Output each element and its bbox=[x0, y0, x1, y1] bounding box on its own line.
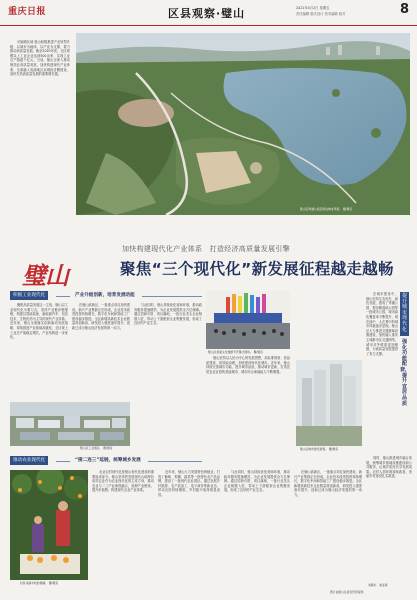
agriculture-text-2: 近年来，璧山大力发展特色种植业，打造了葡萄、柑橘、蔬菜等一批特色农产品品牌，建设了一批现代农业园区。通过发展乡村旅游、农产品加工、电子商务等新业态，带动农民持续增收，乡村振兴取得明显成效。 bbox=[158, 470, 220, 497]
agriculture-text-1: 农业农村现代化是璧山现代化建设的重要组成部分。璧山坚持把发展现代山地特色高效农业作为农业现代化的主攻方向，推动农业与二三产业深度融合，延伸产业链条，提升价值链，构建现代农业产业体系。 bbox=[92, 470, 154, 493]
industry-column-3 bbox=[134, 303, 202, 399]
industrial-photo-caption: 璧山区工业园区。 摄/璧宣 bbox=[80, 446, 113, 450]
agriculture-column-3 bbox=[224, 470, 290, 586]
festival-photo-caption: 璧山区首届文化旅游节开幕式现场。 摄/璧宣 bbox=[208, 350, 263, 354]
city-text-1: 在城市建设中，璧山坚持生态优先、绿色发展，建成了秀湖公园、观音塘湿地公园等一批城市公园，城市绿化覆盖率不断提升，城在绿中、人在景中的城市风貌逐步显现。璧山还大力推进交通基础设施建设，加快融入重庆主城都市区交通网络，城市对外联系更加便捷，为高质量发展提供了有力支撑。 bbox=[366, 292, 398, 356]
center-text: 璧山坚持以人民为中心的发展思想，高标准规划、高品质建设、高效能治理，加快建设现代化城市。近年来，璧山持续完善城市功能，提升城市品质，推动城市更新，打造宜居宜业宜游的美丽城市，城市综合承载能力不断增强。 bbox=[206, 356, 290, 374]
section-subhead-city: 强化功能配套，提升宜居品质 bbox=[400, 339, 411, 407]
agriculture-column-4 bbox=[294, 470, 362, 582]
harvest-illustration bbox=[10, 470, 88, 580]
industry-text-1: 聚焦高质量发展这一主线，璧山以工业现代化为着力点，坚持产业链补链强链，构建以智能装备、新能源汽车、信息技术、生物医药为主导的现代产业体系。近年来，璧山全面落实创新驱动发展战略，持续推进产业基础高级化，全区规上工业总产值稳定增长，产业结构进一步优化。 bbox=[10, 303, 68, 340]
industrial-park-photo bbox=[10, 402, 130, 446]
agriculture-column-2 bbox=[158, 470, 220, 586]
headline-kicker: 加快构建现代化产业体系 打造经济高质量发展引擎 bbox=[122, 245, 290, 253]
aerial-park-illustration bbox=[76, 33, 410, 215]
agriculture-text-4: 在璧山高新区，一批重点项目加快建设，新兴产业集群正在形成。企业技术改造投资持续增长，数字化车间和智能工厂建设稳步推进。全区新增高新技术企业数量再创新高，研发投入强度逐年提升，创新已成为璧山经济发展的第一动力。 bbox=[294, 470, 362, 497]
section-rule bbox=[56, 461, 70, 462]
industry-column-1 bbox=[10, 303, 68, 399]
section-rule bbox=[148, 461, 202, 462]
issue-date: 2021年4月2日 星期五 bbox=[296, 6, 330, 10]
intro-text: 可编辑区域 璧山积极推进产业转型升级，以城市为载体，以产业为支撑，着力推动高质量发展。截至2020年底，全区规模以上工业企业达到500余家，实现工业总产值超千亿元。当前，璧山正深入推动制造业高质量发展，加快构建现代产业体系，全面融入成渝地区双城经济圈建设，加快打造高质量发展的重要增长极。 bbox=[10, 40, 70, 77]
industrial-park-illustration bbox=[10, 402, 130, 446]
main-headline: 聚焦“三个现代化”新发展征程越走越畅 bbox=[120, 260, 394, 278]
section-subhead-agriculture: “接二连三”延链，统筹城乡发展 bbox=[75, 458, 141, 463]
industry-text-2: 在璧山高新区，一批重点项目加快建设，新兴产业集群正在形成。企业技术改造投资持续增长，数字化车间和智能工厂建设稳步推进。全区新增高新技术企业数量再创新高，研发投入强度逐年提升，创新已成为璧山经济发展的第一动力。 bbox=[72, 303, 130, 330]
agriculture-text-3: 与此同时，璧山持续优化营商环境，推动政务服务提速增效，为企业发展提供全方位保障。通过招商引资、项目落地，一批行业龙头企业相继入驻，带动上下游配套企业集聚发展，形成了良好的产业生态。 bbox=[224, 470, 290, 493]
section-tag-agriculture: 推动农业现代化 bbox=[10, 456, 48, 465]
section-rule bbox=[142, 296, 202, 297]
photo-credit-footer: 图片由璧山区委宣传部提供 bbox=[330, 590, 364, 594]
section-tag-city: 提升城市现代化 bbox=[400, 292, 409, 336]
section-rule bbox=[56, 296, 70, 297]
harvest-photo bbox=[10, 470, 88, 580]
section-tag-industry: 积极工业现代化 bbox=[10, 291, 48, 300]
city-photo-caption: 璧山区城市建设新貌。 摄/璧宣 bbox=[300, 447, 339, 451]
city-column-2 bbox=[366, 456, 412, 580]
city-buildings-illustration bbox=[296, 360, 362, 446]
brand-logotype: 璧山 bbox=[22, 261, 68, 290]
masthead bbox=[0, 0, 417, 26]
festival-illustration bbox=[206, 291, 290, 349]
city-text-2: 同时，璧山推进城乡融合发展，统筹城乡基础设施建设和公共服务，让城乡居民共享发展成果。农村人居环境持续改善，美丽乡村建设扎实推进。 bbox=[366, 456, 412, 479]
aerial-park-photo bbox=[76, 33, 410, 215]
center-text-block bbox=[206, 356, 290, 454]
industry-column-2 bbox=[72, 303, 130, 399]
aerial-photo-caption: 璧山区秀湖公园及周边城市风貌。 摄/璧宣 bbox=[300, 207, 353, 211]
city-buildings-photo bbox=[296, 360, 362, 446]
industry-text-3: 与此同时，璧山持续优化营商环境，推动政务服务提速增效，为企业发展提供全方位保障。通过招商引资、项目落地，一批行业龙头企业相继入驻，带动上下游配套企业集聚发展，形成了良好的产业生态。 bbox=[134, 303, 202, 326]
editor-credits: 责任编辑 版式设计 美术编辑 校对 bbox=[296, 12, 346, 16]
city-column-1 bbox=[366, 292, 398, 442]
newspaper-logo: 重庆日报 bbox=[8, 7, 47, 17]
section-subhead-industry: 产业升级创新，培育发展动能 bbox=[75, 293, 135, 298]
intro-text-block bbox=[10, 40, 70, 208]
festival-photo bbox=[206, 291, 290, 349]
section-title: 区县观察·璧山 bbox=[168, 7, 246, 20]
harvest-photo-caption: 村民采摘丰收的柑橘。 摄/璧宣 bbox=[20, 581, 59, 585]
page-number: 8 bbox=[399, 2, 410, 17]
agriculture-column-1 bbox=[92, 470, 154, 586]
author-byline: 刘翰书 姚亚梅 bbox=[368, 583, 388, 587]
